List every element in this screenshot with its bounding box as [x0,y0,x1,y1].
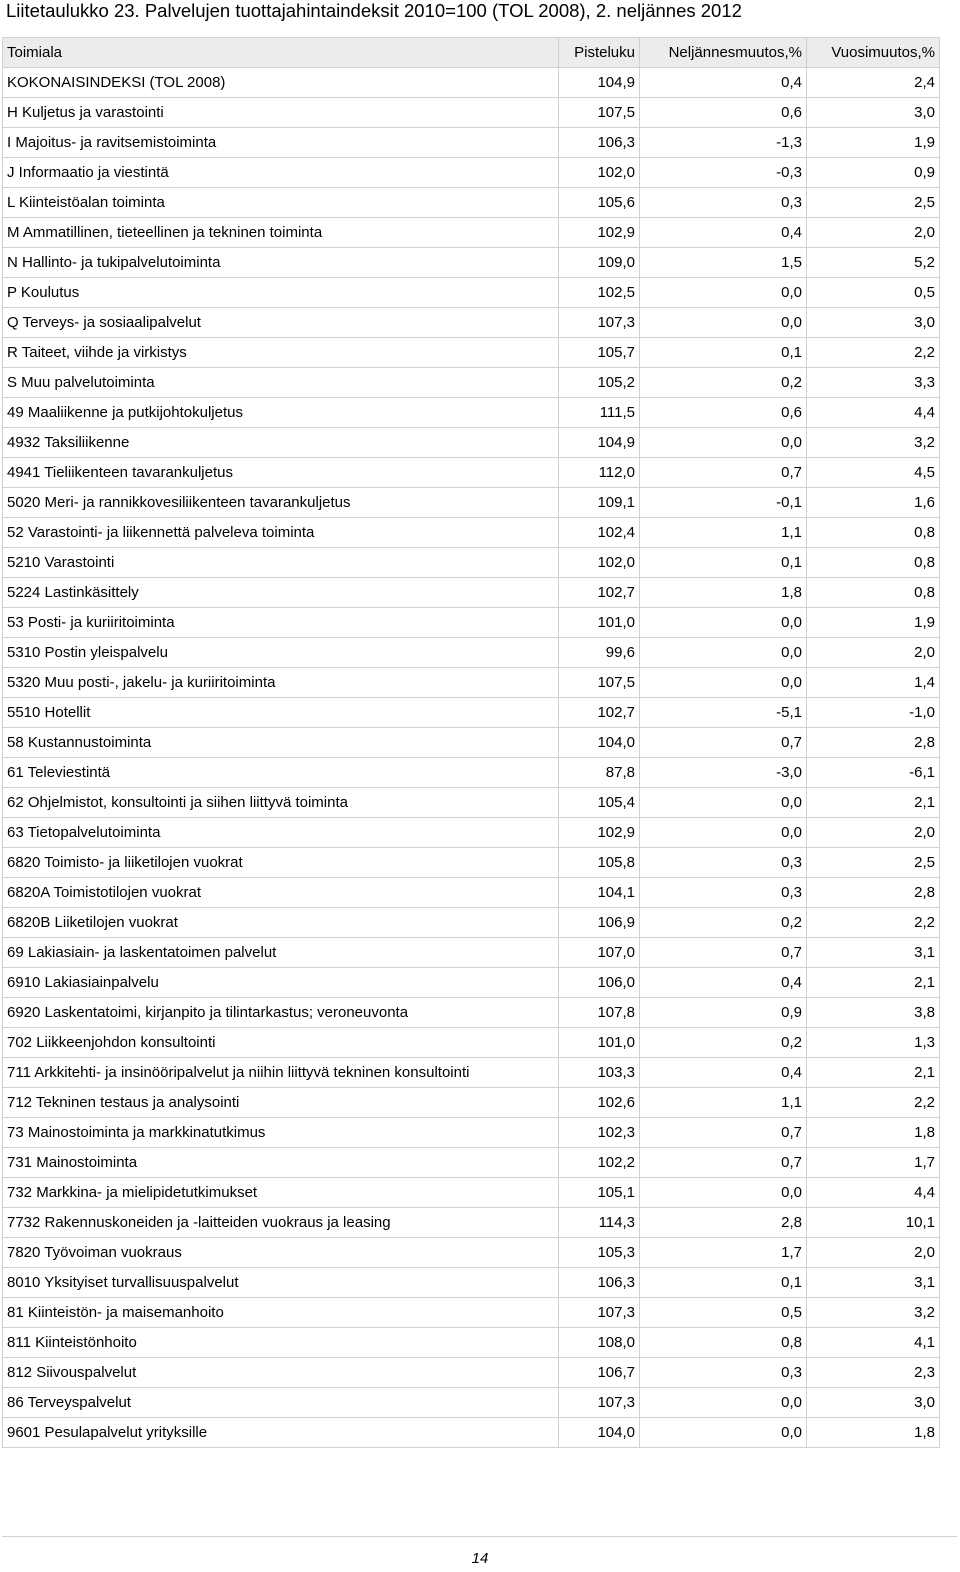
cell-annual-change: 0,8 [807,518,940,548]
cell-index-value: 105,6 [559,188,640,218]
cell-index-value: 105,3 [559,1238,640,1268]
cell-industry: 73 Mainostoiminta ja markkinatutkimus [3,1118,559,1148]
cell-index-value: 101,0 [559,1028,640,1058]
cell-index-value: 102,5 [559,278,640,308]
table-row [3,758,940,788]
cell-index-value: 104,9 [559,428,640,458]
cell-annual-change: 2,2 [807,908,940,938]
table-row [3,368,940,398]
cell-index-value: 107,3 [559,1298,640,1328]
cell-index-value: 102,7 [559,578,640,608]
cell-index-value: 114,3 [559,1208,640,1238]
cell-quarterly-change: 1,1 [640,518,807,548]
cell-quarterly-change: 1,1 [640,1088,807,1118]
cell-annual-change: 2,1 [807,968,940,998]
table-row [3,278,940,308]
cell-annual-change: 1,4 [807,668,940,698]
table-row [3,1178,940,1208]
cell-annual-change: 2,2 [807,338,940,368]
header-quarterly-change: Neljännesmuutos,% [640,38,807,68]
cell-industry: 812 Siivouspalvelut [3,1358,559,1388]
cell-quarterly-change: 0,3 [640,188,807,218]
cell-annual-change: 0,9 [807,158,940,188]
cell-index-value: 109,0 [559,248,640,278]
header-industry: Toimiala [3,38,559,68]
cell-industry: 49 Maaliikenne ja putkijohtokuljetus [3,398,559,428]
cell-industry: N Hallinto- ja tukipalvelutoiminta [3,248,559,278]
cell-annual-change: 0,8 [807,578,940,608]
table-row [3,218,940,248]
cell-index-value: 107,3 [559,308,640,338]
cell-annual-change: 2,0 [807,818,940,848]
cell-industry: 9601 Pesulapalvelut yrityksille [3,1418,559,1448]
header-annual-change: Vuosimuutos,% [807,38,940,68]
cell-industry: 712 Tekninen testaus ja analysointi [3,1088,559,1118]
table-row [3,1208,940,1238]
table-row [3,1358,940,1388]
cell-quarterly-change: 0,0 [640,668,807,698]
table-row [3,338,940,368]
cell-quarterly-change: 1,5 [640,248,807,278]
table-row [3,938,940,968]
cell-quarterly-change: 1,8 [640,578,807,608]
cell-annual-change: 0,8 [807,548,940,578]
table-row [3,458,940,488]
cell-quarterly-change: 0,7 [640,458,807,488]
cell-industry: 811 Kiinteistönhoito [3,1328,559,1358]
table-row [3,398,940,428]
cell-industry: I Majoitus- ja ravitsemistoiminta [3,128,559,158]
cell-quarterly-change: 0,7 [640,1148,807,1178]
cell-quarterly-change: 2,8 [640,1208,807,1238]
table-row [3,1238,940,1268]
cell-annual-change: 2,5 [807,188,940,218]
cell-quarterly-change: 0,0 [640,1178,807,1208]
cell-industry: 58 Kustannustoiminta [3,728,559,758]
cell-industry: 63 Tietopalvelutoiminta [3,818,559,848]
cell-quarterly-change: -0,3 [640,158,807,188]
cell-quarterly-change: 0,0 [640,1418,807,1448]
cell-annual-change: 5,2 [807,248,940,278]
cell-industry: 7820 Työvoiman vuokraus [3,1238,559,1268]
cell-quarterly-change: 1,7 [640,1238,807,1268]
cell-quarterly-change: -0,1 [640,488,807,518]
table-row [3,698,940,728]
cell-industry: Q Terveys- ja sosiaalipalvelut [3,308,559,338]
table-row [3,128,940,158]
cell-quarterly-change: 0,4 [640,218,807,248]
cell-annual-change: 2,3 [807,1358,940,1388]
cell-quarterly-change: 0,3 [640,1358,807,1388]
cell-quarterly-change: 0,4 [640,968,807,998]
cell-annual-change: 2,1 [807,1058,940,1088]
cell-quarterly-change: 0,2 [640,908,807,938]
cell-industry: 52 Varastointi- ja liikennettä palveleva toiminta [3,518,559,548]
cell-index-value: 102,9 [559,218,640,248]
cell-index-value: 106,3 [559,128,640,158]
cell-annual-change: 3,8 [807,998,940,1028]
price-index-table [2,37,940,1448]
cell-index-value: 102,3 [559,1118,640,1148]
cell-industry: 4932 Taksiliikenne [3,428,559,458]
cell-industry: 731 Mainostoiminta [3,1148,559,1178]
cell-index-value: 102,2 [559,1148,640,1178]
cell-index-value: 102,6 [559,1088,640,1118]
cell-index-value: 99,6 [559,638,640,668]
cell-index-value: 107,5 [559,668,640,698]
cell-quarterly-change: 0,0 [640,278,807,308]
cell-industry: 5320 Muu posti-, jakelu- ja kuriiritoiminta [3,668,559,698]
cell-industry: 5210 Varastointi [3,548,559,578]
cell-index-value: 104,0 [559,1418,640,1448]
cell-index-value: 107,0 [559,938,640,968]
cell-index-value: 106,9 [559,908,640,938]
table-row [3,578,940,608]
cell-annual-change: -1,0 [807,698,940,728]
cell-industry: L Kiinteistöalan toiminta [3,188,559,218]
cell-annual-change: 0,5 [807,278,940,308]
cell-annual-change: 1,8 [807,1118,940,1148]
cell-quarterly-change: 0,7 [640,728,807,758]
cell-quarterly-change: 0,6 [640,98,807,128]
table-row [3,908,940,938]
cell-quarterly-change: 0,0 [640,1388,807,1418]
cell-quarterly-change: 0,3 [640,848,807,878]
cell-index-value: 104,1 [559,878,640,908]
cell-annual-change: 4,4 [807,1178,940,1208]
cell-quarterly-change: 0,8 [640,1328,807,1358]
cell-quarterly-change: 0,0 [640,428,807,458]
cell-annual-change: 1,9 [807,128,940,158]
cell-annual-change: 2,1 [807,788,940,818]
cell-quarterly-change: 0,6 [640,398,807,428]
cell-annual-change: 2,0 [807,1238,940,1268]
table-row [3,518,940,548]
cell-index-value: 105,1 [559,1178,640,1208]
cell-annual-change: 3,1 [807,938,940,968]
table-row [3,428,940,458]
cell-annual-change: 4,5 [807,458,940,488]
cell-index-value: 104,9 [559,68,640,98]
table-row [3,848,940,878]
cell-index-value: 104,0 [559,728,640,758]
cell-index-value: 105,8 [559,848,640,878]
cell-quarterly-change: 0,1 [640,338,807,368]
table-row [3,1298,940,1328]
table-header-row [3,38,940,68]
table-row [3,98,940,128]
table-row [3,1118,940,1148]
cell-annual-change: 1,6 [807,488,940,518]
cell-index-value: 102,4 [559,518,640,548]
table-row [3,488,940,518]
cell-index-value: 106,7 [559,1358,640,1388]
cell-quarterly-change: 0,0 [640,308,807,338]
cell-industry: 6820A Toimistotilojen vuokrat [3,878,559,908]
table-row [3,68,940,98]
header-index-value: Pisteluku [559,38,640,68]
footer-divider [2,1536,957,1537]
table-row [3,1148,940,1178]
cell-industry: 62 Ohjelmistot, konsultointi ja siihen liittyvä toiminta [3,788,559,818]
table-row [3,788,940,818]
cell-quarterly-change: 0,9 [640,998,807,1028]
cell-industry: R Taiteet, viihde ja virkistys [3,338,559,368]
cell-industry: 5310 Postin yleispalvelu [3,638,559,668]
cell-index-value: 105,4 [559,788,640,818]
cell-index-value: 103,3 [559,1058,640,1088]
cell-quarterly-change: 0,0 [640,788,807,818]
cell-industry: 711 Arkkitehti- ja insinööripalvelut ja niihin liittyvä tekninen konsultointi [3,1058,559,1088]
table-row [3,1328,940,1358]
page-number: 14 [471,1550,489,1567]
cell-industry: 702 Liikkeenjohdon konsultointi [3,1028,559,1058]
cell-index-value: 87,8 [559,758,640,788]
table-row [3,818,940,848]
cell-industry: 6820 Toimisto- ja liiketilojen vuokrat [3,848,559,878]
cell-industry: 6910 Lakiasiainpalvelu [3,968,559,998]
table-row [3,1388,940,1418]
page-title: Liitetaulukko 23. Palvelujen tuottajahintaindeksit 2010=100 (TOL 2008), 2. neljännes 2012 [6,0,742,21]
cell-annual-change: 3,0 [807,1388,940,1418]
cell-index-value: 101,0 [559,608,640,638]
cell-quarterly-change: 0,0 [640,608,807,638]
cell-index-value: 107,3 [559,1388,640,1418]
table-row [3,248,940,278]
table-row [3,968,940,998]
table-row [3,638,940,668]
cell-annual-change: 2,5 [807,848,940,878]
cell-quarterly-change: 0,0 [640,638,807,668]
cell-index-value: 102,0 [559,158,640,188]
table-row [3,1028,940,1058]
cell-quarterly-change: 0,5 [640,1298,807,1328]
cell-index-value: 105,7 [559,338,640,368]
cell-annual-change: 2,4 [807,68,940,98]
cell-annual-change: 2,0 [807,218,940,248]
cell-quarterly-change: -3,0 [640,758,807,788]
cell-annual-change: 4,4 [807,398,940,428]
cell-quarterly-change: 0,7 [640,938,807,968]
table-row [3,548,940,578]
cell-annual-change: 2,8 [807,878,940,908]
cell-industry: 53 Posti- ja kuriiritoiminta [3,608,559,638]
cell-quarterly-change: 0,4 [640,1058,807,1088]
cell-annual-change: 1,8 [807,1418,940,1448]
cell-index-value: 106,0 [559,968,640,998]
cell-annual-change: 1,7 [807,1148,940,1178]
cell-index-value: 106,3 [559,1268,640,1298]
table-row [3,1418,940,1448]
cell-annual-change: 3,2 [807,428,940,458]
cell-annual-change: 10,1 [807,1208,940,1238]
cell-industry: M Ammatillinen, tieteellinen ja tekninen toiminta [3,218,559,248]
cell-quarterly-change: 0,2 [640,1028,807,1058]
cell-index-value: 111,5 [559,398,640,428]
cell-annual-change: 3,1 [807,1268,940,1298]
cell-index-value: 107,8 [559,998,640,1028]
table-row [3,188,940,218]
table-row [3,308,940,338]
cell-quarterly-change: 0,0 [640,818,807,848]
cell-index-value: 105,2 [559,368,640,398]
table-row [3,998,940,1028]
table-row [3,728,940,758]
table-row [3,1088,940,1118]
cell-annual-change: 3,0 [807,98,940,128]
table-row [3,158,940,188]
table-row [3,1268,940,1298]
cell-annual-change: -6,1 [807,758,940,788]
cell-quarterly-change: 0,1 [640,1268,807,1298]
cell-quarterly-change: -5,1 [640,698,807,728]
cell-annual-change: 2,8 [807,728,940,758]
cell-industry: J Informaatio ja viestintä [3,158,559,188]
cell-industry: 5224 Lastinkäsittely [3,578,559,608]
cell-index-value: 102,7 [559,698,640,728]
cell-index-value: 108,0 [559,1328,640,1358]
cell-annual-change: 2,0 [807,638,940,668]
cell-index-value: 109,1 [559,488,640,518]
cell-industry: 5020 Meri- ja rannikkovesiliikenteen tavarankuljetus [3,488,559,518]
cell-industry: H Kuljetus ja varastointi [3,98,559,128]
cell-quarterly-change: 0,2 [640,368,807,398]
cell-industry: 6820B Liiketilojen vuokrat [3,908,559,938]
cell-industry: 8010 Yksityiset turvallisuuspalvelut [3,1268,559,1298]
cell-index-value: 112,0 [559,458,640,488]
cell-industry: KOKONAISINDEKSI (TOL 2008) [3,68,559,98]
cell-industry: S Muu palvelutoiminta [3,368,559,398]
cell-industry: 7732 Rakennuskoneiden ja -laitteiden vuokraus ja leasing [3,1208,559,1238]
cell-annual-change: 4,1 [807,1328,940,1358]
cell-annual-change: 3,3 [807,368,940,398]
cell-quarterly-change: -1,3 [640,128,807,158]
cell-industry: 86 Terveyspalvelut [3,1388,559,1418]
cell-annual-change: 1,9 [807,608,940,638]
cell-index-value: 102,0 [559,548,640,578]
cell-quarterly-change: 0,7 [640,1118,807,1148]
table-row [3,878,940,908]
cell-quarterly-change: 0,4 [640,68,807,98]
table-row [3,668,940,698]
cell-industry: P Koulutus [3,278,559,308]
cell-index-value: 107,5 [559,98,640,128]
cell-industry: 5510 Hotellit [3,698,559,728]
cell-index-value: 102,9 [559,818,640,848]
cell-quarterly-change: 0,1 [640,548,807,578]
cell-annual-change: 3,0 [807,308,940,338]
cell-industry: 69 Lakiasiain- ja laskentatoimen palvelut [3,938,559,968]
cell-annual-change: 3,2 [807,1298,940,1328]
table-row [3,608,940,638]
cell-annual-change: 2,2 [807,1088,940,1118]
cell-quarterly-change: 0,3 [640,878,807,908]
cell-industry: 61 Televiestintä [3,758,559,788]
cell-industry: 6920 Laskentatoimi, kirjanpito ja tilintarkastus; veroneuvonta [3,998,559,1028]
cell-industry: 4941 Tieliikenteen tavarankuljetus [3,458,559,488]
cell-industry: 81 Kiinteistön- ja maisemanhoito [3,1298,559,1328]
table-row [3,1058,940,1088]
cell-industry: 732 Markkina- ja mielipidetutkimukset [3,1178,559,1208]
cell-annual-change: 1,3 [807,1028,940,1058]
